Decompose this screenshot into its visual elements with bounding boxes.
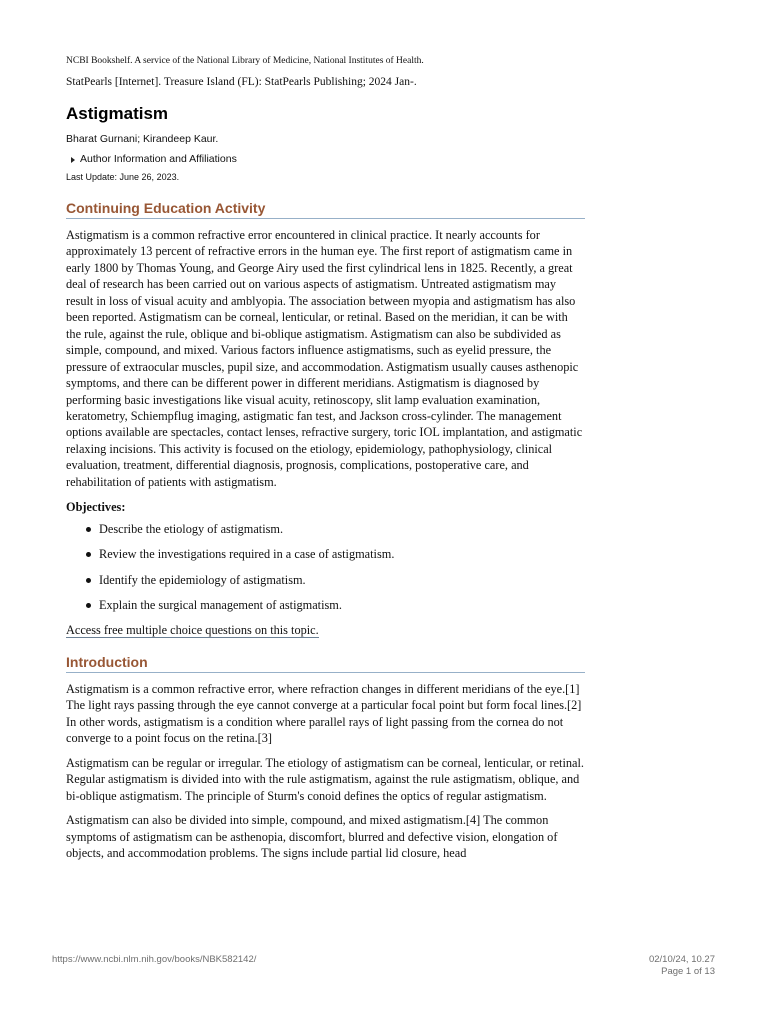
section-heading-introduction: Introduction xyxy=(66,654,585,673)
continuing-education-paragraph: Astigmatism is a common refractive error encountered in clinical practice. It nearly accounts for approximately 13 percent of refractive errors in the human eye. The first report of astigmatism came in early 1800 by Thomas Young, and George Airy used the first cylindrical lens in 1825. Recently, a great deal of research has been carried out on various aspects of astigmatism. Untreated astigmatism may result in loss of visual acuity and amblyopia. The association between myopia and astigmatism has also been reported. Astigmatism can be corneal, lenticular, or retinal. Based on the meridian, it can be with the rule, against the rule, oblique and bi-oblique astigmatism. Astigmatism can also be subdivided as simple, compound, and mixed. Various factors influence astigmatisms, such as eyelid pressure, the pressure of extraocular muscles, pupil size, and accommodation. Astigmatism usually causes asthenopic symptoms, and there can be different power in different meridians. Astigmatism is diagnosed by performing basic investigations like visual acuity, retinoscopy, slit lamp evaluation examination, keratometry, Schiempflug imaging, astigmatic fan test, and Jackson cross-cylinder. The management options available are spectacles, contact lenses, refractive surgery, toric IOL implantation, and astigmatic relaxing incisions. This activity is focused on the etiology, epidemiology, pathophysiology, clinical evaluation, treatment, differential diagnosis, prognosis, complications, postoperative care, and rehabilitation of patients with astigmatism. xyxy=(66,228,583,489)
footer-url: https://www.ncbi.nlm.nih.gov/books/NBK582142/ xyxy=(52,954,257,965)
authors: Bharat Gurnani; Kirandeep Kaur. xyxy=(66,133,219,145)
citation: StatPearls [Internet]. Treasure Island (FL): StatPearls Publishing; 2024 Jan-. xyxy=(66,76,417,88)
intro-paragraph-3: Astigmatism can also be divided into simple, compound, and mixed astigmatism.[4] The common symptoms of astigmatism can be asthenopia, discomfort, blurred and defective vision, elongation of objects, and accommodation problems. The signs include partial lid closure, head xyxy=(66,813,558,861)
objective-item: Explain the surgical management of astigmatism. xyxy=(66,597,585,613)
ncbi-notice: NCBI Bookshelf. A service of the National Library of Medicine, National Institutes of Health. xyxy=(66,56,424,66)
objectives-label: Objectives: xyxy=(66,500,126,515)
last-update: Last Update: June 26, 2023. xyxy=(66,172,180,182)
section-heading-continuing-education: Continuing Education Activity xyxy=(66,200,585,219)
author-affiliations-toggle[interactable] xyxy=(66,153,585,166)
footer-page-number: Page 1 of 13 xyxy=(661,966,715,977)
document-page xyxy=(66,55,585,862)
objective-item: Review the investigations required in a case of astigmatism. xyxy=(66,546,585,562)
mcq-link[interactable]: Access free multiple choice questions on this topic. xyxy=(66,623,319,637)
intro-paragraph-2: Astigmatism can be regular or irregular. The etiology of astigmatism can be corneal, lenticular, or retinal. Regular astigmatism is divided into with the rule astigmatism, against the rule astigmatism, oblique, and bi-oblique astigmatism. The principle of Sturm's conoid defines the optics of regular astigmatism. xyxy=(66,755,584,803)
affiliations-label: Author Information and Affiliations xyxy=(80,153,237,165)
disclosure-triangle-icon xyxy=(71,157,75,163)
article-title: Astigmatism xyxy=(66,104,169,123)
footer-datetime: 02/10/24, 10.27 xyxy=(648,954,715,965)
mcq-paragraph xyxy=(66,622,585,638)
footer-meta xyxy=(649,954,715,978)
objective-item: Describe the etiology of astigmatism. xyxy=(66,521,585,537)
objective-item: Identify the epidemiology of astigmatism. xyxy=(66,572,585,588)
intro-paragraph-1: Astigmatism is a common refractive error, where refraction changes in different meridians of the eye.[1] The light rays passing through the eye cannot converge at a particular focal point but form focal lines.[2] In other words, astigmatism is a condition where parallel rays of light passing from the cornea do not converge to a point focus on the retina.[3] xyxy=(66,682,582,746)
objectives-list xyxy=(66,521,585,613)
